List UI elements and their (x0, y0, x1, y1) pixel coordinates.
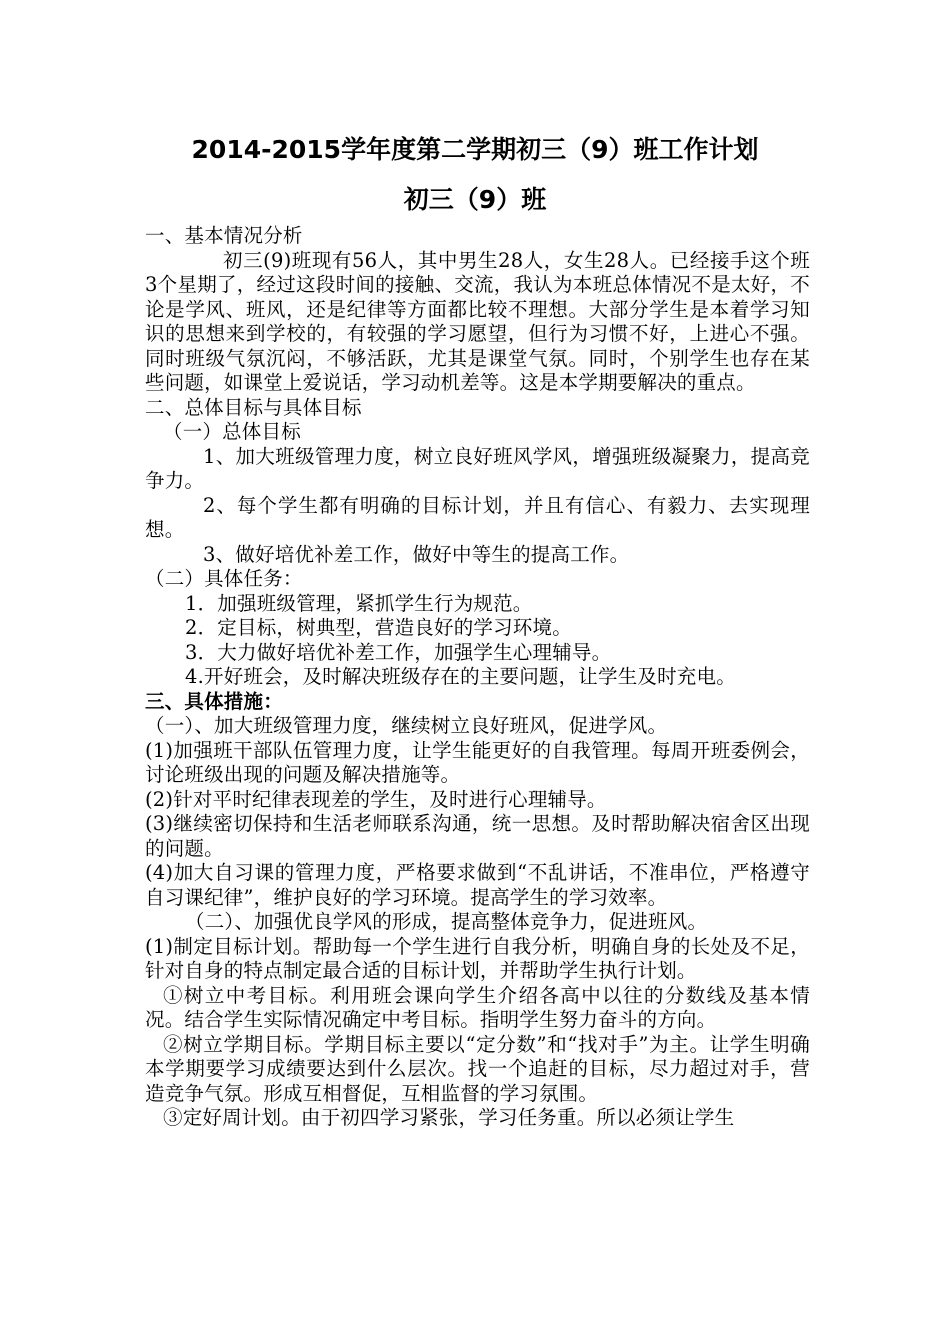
paragraph-9: 2．定目标，树典型，营造良好的学习环境。 (185, 616, 572, 639)
paragraph-2: 二、总体目标与具体目标 (145, 395, 362, 419)
paragraph-11: 4.开好班会，及时解决班级存在的主要问题，让学生及时充电。 (185, 665, 736, 688)
document-body (145, 224, 810, 1131)
paragraph-21: ②树立学期目标。学期目标主要以“定分数”和“找对手”为主。让学生明确本学期要学习成绩要达到什么层次。找一个追赶的目标，尽力超过对手，营造竞争气氛。形成互相督促，互相监督的学习氛围。 (145, 1032, 810, 1105)
paragraph-13: （一）、加大班级管理力度，继续树立良好班风，促进学风。 (145, 714, 668, 737)
document-subtitle: 初三（9）班 (403, 185, 547, 214)
paragraph-0: 一、基本情况分析 (145, 224, 303, 247)
paragraph-18: （二）、加强优良学风的形成，提高整体竞争力，促进班风。 (185, 910, 708, 933)
paragraph-17: (4)加大自习课的管理力度，严格要求做到“不乱讲话，不准串位，严格遵守自习课纪律”，维护良好的学习环境。提高学生的学习效率。 (145, 861, 810, 909)
paragraph-10: 3．大力做好培优补差工作，加强学生心理辅导。 (185, 640, 612, 664)
document-title: 2014-2015学年度第二学期初三（9）班工作计划 (191, 135, 759, 164)
paragraph-14: (1)加强班干部队伍管理力度，让学生能更好的自我管理。每周开班委例会，讨论班级出现的问题及解决措施等。 (145, 738, 810, 786)
paragraph-8: 1．加强班级管理，紧抓学生行为规范。 (185, 591, 533, 615)
paragraph-12: 三、具体措施： (145, 689, 283, 713)
paragraph-4: 1、加大班级管理力度，树立良好班风学风，增强班级凝聚力，提高竞争力。 (145, 444, 810, 492)
paragraph-1: 初三(9)班现有56人，其中男生28人，女生28人。已经接手这个班3个星期了，经过这段时间的接触、交流，我认为本班总体情况不是太好，不论是学风、班风，还是纪律等方面都比较不理想。大部分学生是本着学习知识的思想来到学校的，有较强的学习愿望，但行为习惯不好，上进心不强。同时班级气氛沉闷，不够活跃，尤其是课堂气氛。同时，个别学生也存在某些问题，如课堂上爱说话，学习动机差等。这是本学期要解决的重点。 (145, 248, 810, 394)
paragraph-3: （一）总体目标 (163, 420, 301, 443)
paragraph-6: 3、做好培优补差工作，做好中等生的提高工作。 (203, 542, 630, 566)
paragraph-7: （二）具体任务： (145, 567, 303, 590)
paragraph-19: (1)制定目标计划。帮助每一个学生进行自我分析，明确自身的长处及不足，针对自身的特点制定最合适的目标计划，并帮助学生执行计划。 (145, 934, 810, 982)
paragraph-5: 2、每个学生都有明确的目标计划，并且有信心、有毅力、去实现理想。 (145, 493, 810, 541)
paragraph-15: (2)针对平时纪律表现差的学生，及时进行心理辅导。 (145, 787, 607, 811)
paragraph-22: ③定好周计划。由于初四学习紧张，学习任务重。所以必须让学生 (163, 1106, 735, 1129)
paragraph-16: (3)继续密切保持和生活老师联系沟通，统一思想。及时帮助解决宿舍区出现的问题。 (145, 812, 810, 860)
paragraph-20: ①树立中考目标。利用班会课向学生介绍各高中以往的分数线及基本情况。结合学生实际情况确定中考目标。指明学生努力奋斗的方向。 (145, 983, 810, 1031)
